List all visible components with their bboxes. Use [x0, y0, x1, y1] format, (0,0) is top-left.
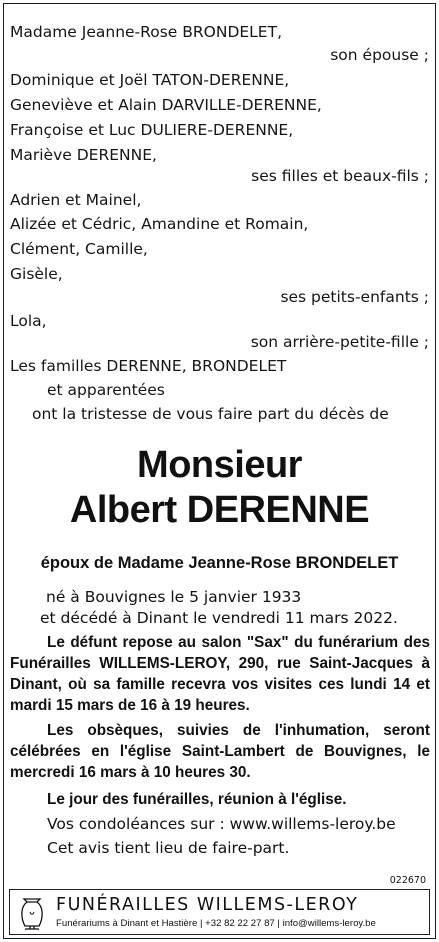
- funeral-home-brand: FUNÉRAILLES WILLEMS-LEROY: [56, 895, 359, 915]
- reference-number: 022670: [389, 875, 426, 886]
- reunion-line: Le jour des funérailles, réunion à l'église.: [47, 791, 347, 808]
- family-line-11: Gisèle,: [10, 265, 63, 283]
- death-line: et décédé à Dinant le vendredi 11 mars 2022.: [40, 609, 398, 627]
- family-line-6: Mariève DERENNE,: [10, 146, 157, 164]
- spouse-line: époux de Madame Jeanne-Rose BRONDELET: [40, 554, 399, 572]
- funeral-paragraph: Les obsèques, suivies de l'inhumation, seront célébrées en l'église Saint-Lambert de Bouvignes, le mercredi 16 mars à 10 heures 30.: [10, 722, 430, 781]
- faire-part-line: Cet avis tient lieu de faire-part.: [47, 839, 290, 857]
- family-relation-daughters: ses filles et beaux-fils ;: [251, 167, 429, 185]
- family-line-8: Adrien et Mainel,: [10, 191, 142, 209]
- funeral-home-contact: Funérariums à Dinant et Hastière | +32 82 22 27 87 | info@willems-leroy.be: [56, 918, 376, 929]
- family-relation-spouse: son épouse ;: [330, 46, 429, 64]
- birth-line: né à Bouvignes le 5 janvier 1933: [46, 588, 302, 606]
- family-line-15: Les familles DERENNE, BRONDELET: [10, 357, 287, 375]
- family-relation-great-grandchild: son arrière-petite-fille ;: [250, 333, 429, 351]
- funeral-home-footer: [9, 889, 430, 935]
- deceased-title: Monsieur: [137, 444, 302, 486]
- urn-logo-icon: [16, 895, 48, 931]
- family-line-13: Lola,: [10, 312, 47, 330]
- family-line-4: Geneviève et Alain DARVILLE-DERENNE,: [10, 96, 322, 114]
- announcement-line: ont la tristesse de vous faire part du décès de: [32, 405, 389, 423]
- family-line-10: Clément, Camille,: [10, 240, 148, 258]
- deceased-name: Albert DERENNE: [69, 489, 370, 531]
- condolences-line: Vos condoléances sur : www.willems-leroy.be: [47, 815, 396, 833]
- family-line-9: Alizée et Cédric, Amandine et Romain,: [10, 215, 309, 233]
- family-line-16: et apparentées: [47, 381, 165, 399]
- repose-paragraph: Le défunt repose au salon "Sax" du funérarium des Funérailles WILLEMS-LEROY, 290, rue Saint-Jacques à Dinant, où sa famille recevra vos visites ces lundi 14 et mardi 15 mars de 16 à 19 heures.: [10, 634, 430, 714]
- family-line-3: Dominique et Joël TATON-DERENNE,: [10, 71, 290, 89]
- family-line-1: Madame Jeanne-Rose BRONDELET,: [10, 23, 282, 41]
- family-line-5: Françoise et Luc DULIERE-DERENNE,: [10, 121, 294, 139]
- family-relation-grandchildren: ses petits-enfants ;: [280, 288, 429, 306]
